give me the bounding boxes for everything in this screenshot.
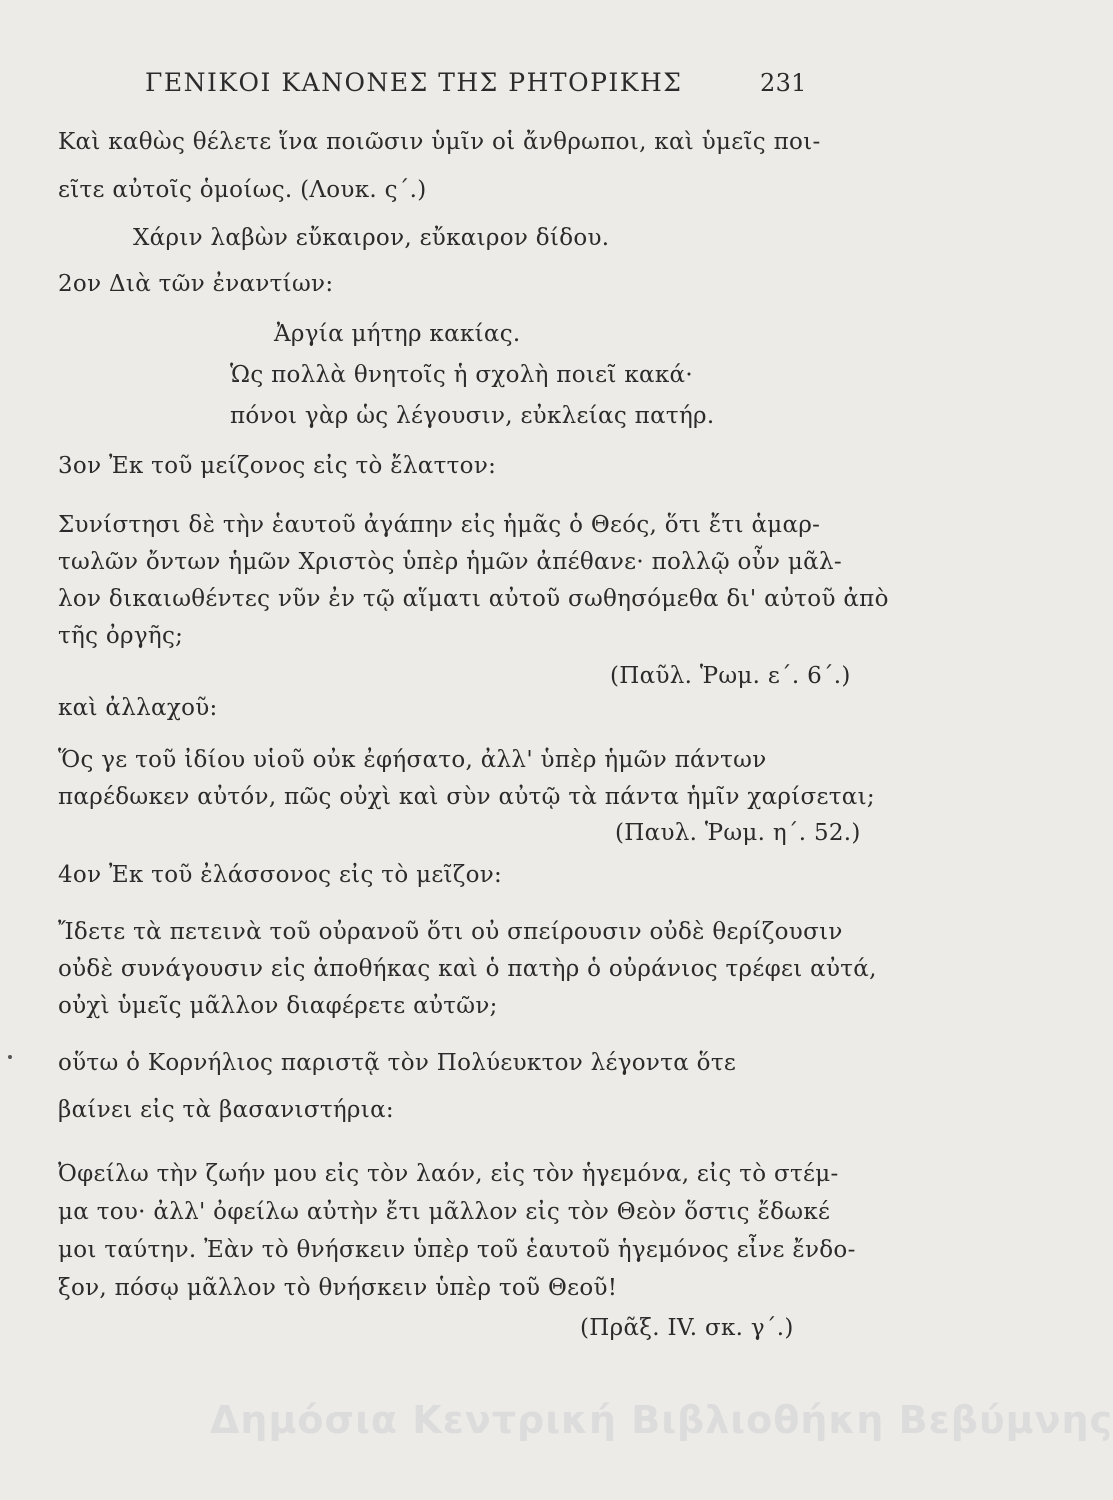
text-line: εῖτε αὐτοῖς ὁμοίως. (Λουκ. ς΄.) xyxy=(58,177,427,203)
library-watermark: Δημόσια Κεντρική Βιβλιοθήκη Βεβύμνης xyxy=(210,1398,1113,1442)
text-line: τῆς ὀργῆς; xyxy=(58,623,184,649)
citation: (Πρᾶξ. IV. σκ. γ΄.) xyxy=(580,1315,794,1341)
margin-mark xyxy=(8,1055,12,1059)
text-line: λον δικαιωθέντες νῦν ἐν τῷ αἵματι αὐτοῦ σωθησόμεθα δι' αὐτοῦ ἀπὸ xyxy=(58,586,889,612)
text-line: παρέδωκεν αὐτόν, πῶς οὐχὶ καὶ σὺν αὐτῷ τὰ πάντα ἡμῖν χαρίσεται; xyxy=(58,784,875,810)
page-number: 231 xyxy=(760,69,807,97)
text-line: Ὅς γε τοῦ ἰδίου υἱοῦ οὐκ ἐφήσατο, ἀλλ' ὑπὲρ ἡμῶν πάντων xyxy=(58,747,767,773)
text-line: μοι ταύτην. Ἐὰν τὸ θνήσκειν ὑπὲρ τοῦ ἑαυτοῦ ἡγεμόνος εἶνε ἔνδο- xyxy=(58,1237,856,1263)
text-line: πόνοι γὰρ ὡς λέγουσιν, εὐκλείας πατήρ. xyxy=(230,403,715,429)
text-line: Συνίστησι δὲ τὴν ἑαυτοῦ ἀγάπην εἰς ἡμᾶς ὁ Θεός, ὅτι ἔτι ἁμαρ- xyxy=(58,512,821,538)
section-heading: 4ον Ἐκ τοῦ ἐλάσσονος εἰς τὸ μεῖζον: xyxy=(58,862,503,888)
text-line: τωλῶν ὄντων ἡμῶν Χριστὸς ὑπὲρ ἡμῶν ἀπέθανε· πολλῷ οὖν μᾶλ- xyxy=(58,549,842,575)
text-line: Καὶ καθὼς θέλετε ἵνα ποιῶσιν ὑμῖν οἱ ἄνθρωποι, καὶ ὑμεῖς ποι- xyxy=(58,129,821,155)
citation: (Παυλ. Ῥωμ. η΄. 52.) xyxy=(615,820,861,846)
text-line: καὶ ἀλλαχοῦ: xyxy=(58,695,218,721)
text-line: Ὡς πολλὰ θνητοῖς ἡ σχολὴ ποιεῖ κακά· xyxy=(230,362,693,388)
running-header: ΓΕΝΙΚΟΙ ΚΑΝΟΝΕΣ ΤΗΣ ΡΗΤΟΡΙΚΗΣ xyxy=(145,68,683,97)
text-line: οὐχὶ ὑμεῖς μᾶλλον διαφέρετε αὐτῶν; xyxy=(58,993,498,1019)
section-heading: 3ον Ἐκ τοῦ μείζονος εἰς τὸ ἔλαττον: xyxy=(58,453,497,479)
text-line: μα του· ἀλλ' ὀφείλω αὐτὴν ἔτι μᾶλλον εἰς τὸν Θεὸν ὅστις ἔδωκέ xyxy=(58,1199,831,1225)
text-line: οὐδὲ συνάγουσιν εἰς ἀποθήκας καὶ ὁ πατὴρ ὁ οὐράνιος τρέφει αὐτά, xyxy=(58,956,877,982)
text-line: οὕτω ὁ Κορνήλιος παριστᾷ τὸν Πολύευκτον λέγοντα ὅτε xyxy=(58,1050,737,1076)
text-line: Ὀφείλω τὴν ζωήν μου εἰς τὸν λαόν, εἰς τὸν ἡγεμόνα, εἰς τὸ στέμ- xyxy=(58,1161,839,1187)
text-line: Χάριν λαβὼν εὔκαιρον, εὔκαιρον δίδου. xyxy=(133,225,610,251)
text-line: Ἀργία μήτηρ κακίας. xyxy=(274,321,521,347)
section-heading: 2ον Διὰ τῶν ἐναντίων: xyxy=(58,271,334,297)
citation: (Παῦλ. Ῥωμ. ε΄. 6΄.) xyxy=(610,663,851,689)
text-line: Ἴδετε τὰ πετεινὰ τοῦ οὐρανοῦ ὅτι οὐ σπείρουσιν οὐδὲ θερίζουσιν xyxy=(58,919,843,945)
text-line: βαίνει εἰς τὰ βασανιστήρια: xyxy=(58,1097,394,1123)
text-line: ξον, πόσῳ μᾶλλον τὸ θνήσκειν ὑπὲρ τοῦ Θεοῦ! xyxy=(58,1275,618,1301)
